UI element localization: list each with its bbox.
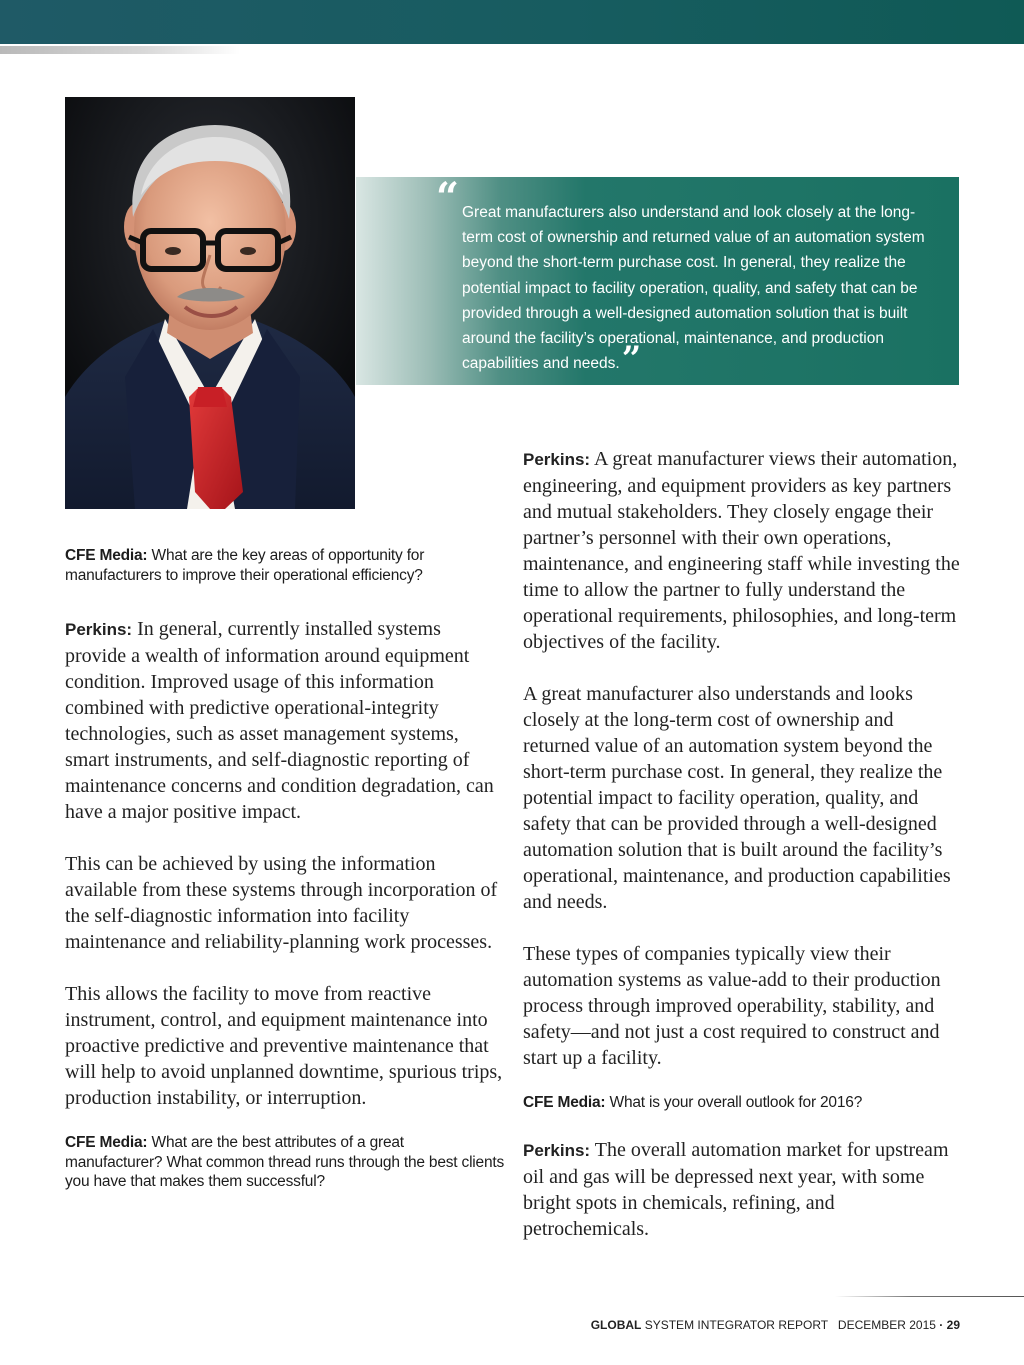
- question-1: [65, 546, 505, 585]
- answer-3: [523, 1137, 963, 1242]
- open-quote-icon: “: [436, 174, 460, 221]
- answer-2-speaker: Perkins:: [523, 450, 591, 469]
- footer-issue: DECEMBER 2015: [837, 1318, 936, 1332]
- answer-2: [523, 446, 963, 655]
- question-2-speaker: CFE Media:: [65, 1134, 148, 1151]
- answer-1-text: In general, currently installed systems provide a wealth of information around equipment condition. Improved usage of this information combined with predictive operational-integrity technologies, such as asset management systems, smart instruments, and self-diagnostic reporting of maintenance concerns and condition degradation, can have a major positive impact.: [65, 618, 494, 823]
- footer-rule: [835, 1296, 1024, 1297]
- portrait-photo: [65, 97, 355, 509]
- question-1-speaker: CFE Media:: [65, 547, 148, 564]
- answer-1: [65, 616, 505, 825]
- pull-quote: [462, 200, 942, 380]
- page-footer: [591, 1318, 960, 1332]
- header-shadow: [0, 46, 240, 54]
- question-3: [523, 1093, 963, 1113]
- paragraph-left-2: This can be achieved by using the information available from these systems through incorporation of the self-diagnostic information into facility maintenance and reliability-planning work processes.: [65, 853, 498, 953]
- paragraph-right-3: These types of companies typically view their automation systems as value-add to their production process through improved operability, stability, and safety—and not just a cost required to construct and start up a facility.: [523, 943, 941, 1069]
- answer-3-speaker: Perkins:: [523, 1140, 591, 1160]
- question-3-text: What is your overall outlook for 2016?: [609, 1094, 863, 1111]
- right-column: [523, 446, 963, 1242]
- question-2: [65, 1133, 505, 1192]
- footer-brand-bold: GLOBAL: [590, 1318, 642, 1332]
- answer-2-text: A great manufacturer views their automation, engineering, and equipment providers as key partners and mutual stakeholders. They closely engage their partner’s personnel with their own operations, maintenance, and engineering staff while investing the time to allow the partner to fully understand the operational requirements, philosophies, and long-term objectives of the facility.: [523, 448, 960, 653]
- close-quote-icon: ”: [621, 339, 642, 380]
- answer-3-text: The overall automation market for upstream oil and gas will be depressed next year, with some bright spots in chemicals, refining, and petrochemicals.: [523, 1138, 949, 1240]
- left-column: [65, 546, 505, 1192]
- footer-brand-light: REPORT: [778, 1318, 828, 1332]
- question-2-text: What are the best attributes of a great manufacturer? What common thread runs through the best clients you have that makes them successful?: [65, 1134, 505, 1190]
- paragraph-right-2: A great manufacturer also understands and looks closely at the long-term cost of ownership and returned value of an automation system beyond the short-term purchase cost. In general, they realize the potential impact to facility operation, quality, and safety that can be provided through a well-designed automation solution that is built around the facility’s operational, maintenance, and production capabilities and needs.: [523, 683, 951, 913]
- footer-separator: ·: [939, 1318, 944, 1332]
- answer-1-speaker: Perkins:: [65, 620, 133, 639]
- paragraph-left-3: This allows the facility to move from reactive instrument, control, and equipment maintenance into proactive predictive and preventive maintenance that will help to avoid unplanned downtime, spurious trips, production instability, or interruption.: [65, 983, 503, 1109]
- question-1-text: What are the key areas of opportunity for manufacturers to improve their operational efficiency?: [65, 547, 425, 584]
- footer-brand-mid: SYSTEM INTEGRATOR: [644, 1318, 775, 1332]
- question-3-speaker: CFE Media:: [523, 1094, 606, 1111]
- header-bar: [0, 0, 1024, 44]
- pull-quote-text: Great manufacturers also understand and look closely at the long-term cost of ownership and returned value of an automation system beyond the short-term purchase cost. In general, they realize the potential impact to facility operation, quality, and safety that can be provided through a well-designed automation solution that is built around the facility’s operational, maintenance, and production capabilities and needs.: [462, 204, 925, 373]
- page-number: 29: [946, 1318, 960, 1332]
